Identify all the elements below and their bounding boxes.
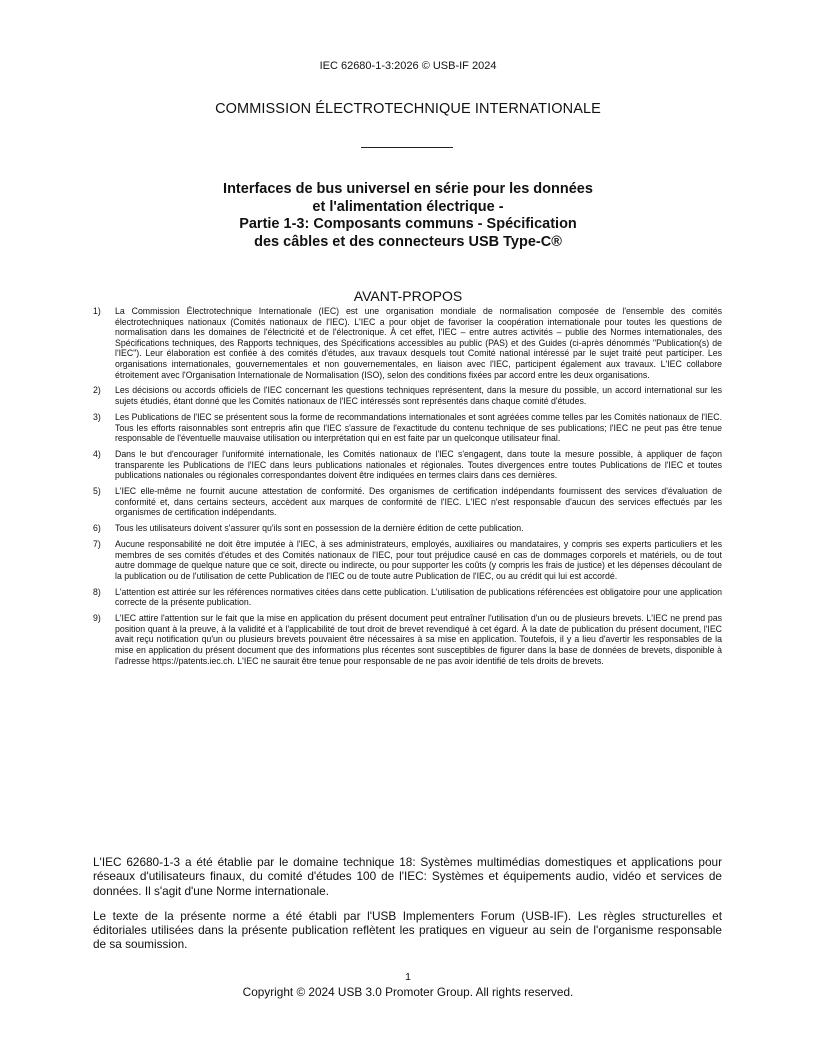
list-item <box>93 613 722 666</box>
title-line: Interfaces de bus universel en série pour les données <box>223 181 593 197</box>
commission-name: COMMISSION ÉLECTROTECHNIQUE INTERNATIONALE <box>215 101 601 117</box>
list-item-number: 9) <box>93 613 101 624</box>
list-item <box>93 486 722 518</box>
title-divider <box>361 147 453 148</box>
page-number: 1 <box>405 971 411 983</box>
list-item-text: L'attention est attirée sur les références normatives citées dans cette publication. L'utilisation de publications référencées est obligatoire pour une application correcte de la présente publication. <box>115 586 722 608</box>
list-item-text: L'IEC elle-même ne fournit aucune attestation de conformité. Des organismes de certification indépendants fournissent des services d'évaluation de conformité et, dans certains secteurs, accèdent aux marques de conformité de l'IEC. L'IEC n'est responsable d'aucun des services effectués par les organismes de certification indépendants. <box>115 486 722 518</box>
body-paragraph: L'IEC 62680-1-3 a été établie par le domaine technique 18: Systèmes multimédias domestiques et applications pour réseaux d'utilisateurs finaux, du comité d'études 100 de l'IEC: Systèmes et équipements audio, vidéo et services de données. Il s'agit d'une Norme internationale. <box>93 855 722 898</box>
list-item <box>93 412 722 444</box>
list-item-number: 3) <box>93 411 101 422</box>
list-item-number: 1) <box>93 306 101 316</box>
title-line: des câbles et des connecteurs USB Type-C® <box>254 233 562 250</box>
body-paragraph: Le texte de la présente norme a été établi par l'USB Implementers Forum (USB-IF). Les règles structurelles et éditoriales utilisées dans la présente publication reflètent les pratiques en vigueur au sein de l'organisme responsable de sa soumission. <box>93 908 722 952</box>
list-item-text: Tous les utilisateurs doivent s'assurer qu'ils sont en possession de la dernière édition de cette publication. <box>115 523 524 534</box>
section-heading: AVANT-PROPOS <box>353 288 463 304</box>
list-item-number: 4) <box>93 449 101 460</box>
document-reference: IEC 62680-1-3:2026 © USB-IF 2024 <box>319 60 497 72</box>
list-item-number: 2) <box>93 385 101 396</box>
list-item-text: Les Publications de l'IEC se présentent sous la forme de recommandations internationales et sont agréées comme telles par les Comités nationaux de l'IEC. Tous les efforts raisonnables sont entrepris afin que l'IEC s'assure de l'exactitude du contenu technique de ses publications; l'IEC ne peut pas être tenue responsable de l'éventuelle mauvaise utilisation ou interprétation qui en est faite par un quelconque utilisateur final. <box>115 411 722 444</box>
list-item-number: 5) <box>93 486 101 497</box>
foreword-list <box>93 306 722 671</box>
list-item-text: Les décisions ou accords officiels de l'IEC concernant les questions techniques représentent, dans la mesure du possible, un accord international sur les sujets étudiés, étant donné que les Comités nationaux de l'IEC intéressés sont représentés dans chaque comité d'études. <box>115 385 722 407</box>
list-item-number: 6) <box>93 523 101 534</box>
list-item-number: 7) <box>93 539 101 550</box>
document-title <box>0 181 816 251</box>
list-item-text: L'IEC attire l'attention sur le fait que la mise en application du présent document peut entraîner l'utilisation d'un ou de plusieurs brevets. L'IEC ne prend pas position quant à la preuve, à la validité et à l'applicabilité de tout droit de brevet revendiqué à cet égard. À la date de publication du présent document, l'IEC avait reçu notification qu'un ou plusieurs brevets pouvaient être nécessaires à sa mise en application. Toutefois, il y a lieu d'avertir les responsables de la mise en application du présent document que des informations plus récentes sont susceptibles de figurer dans la base de données de brevets, disponible à l'adresse https://patents.iec.ch. L'IEC ne saurait être tenue pour responsable de ne pas avoir identifié de tels droits de brevets. <box>115 613 722 666</box>
list-item <box>93 306 722 380</box>
list-item-text: La Commission Électrotechnique Internationale (IEC) est une organisation mondiale de normalisation composée de l'ensemble des comités électrotechniques nationaux (Comités nationaux de l'IEC). L'IEC a pour objet de favoriser la coopération internationale pour toutes les questions de normalisation dans les domaines de l'électricité et de l'électronique. À cet effet, l'IEC – entre autres activités – publie des Normes internationales, des Spécifications techniques, des Rapports techniques, des Spécifications accessibles au public (PAS) et des Guides (ci-après dénommés "Publication(s) de l'IEC"). Leur élaboration est confiée à des comités d'études, aux travaux desquels tout Comité national intéressé par le sujet traité peut participer. Les organisations internationales, gouvernementales et non gouvernementales, en liaison avec l'IEC, participent également aux travaux. L'IEC collabore étroitement avec l'Organisation Internationale de Normalisation (ISO), selon des conditions fixées par accord entre les deux organisations. <box>115 306 722 380</box>
list-item <box>93 539 722 581</box>
list-item <box>93 385 722 406</box>
body-paragraphs <box>93 855 722 963</box>
list-item <box>93 587 722 608</box>
list-item-text: Aucune responsabilité ne doit être imputée à l'IEC, à ses administrateurs, employés, auxiliaires ou mandataires, y compris ses experts particuliers et les membres de ses comités d'études et des Comités nationaux de l'IEC, pour tout préjudice causé en cas de dommages corporels et matériels, ou de tout autre dommage de quelque nature que ce soit, directe ou indirecte, ou pour supporter les coûts (y compris les frais de justice) et les dépenses découlant de la publication ou de l'utilisation de cette Publication de l'IEC ou de toute autre Publication de l'IEC, ou au crédit qui lui est accordé. <box>115 539 722 581</box>
list-item <box>93 449 722 481</box>
title-line: et l'alimentation électrique - <box>312 198 504 215</box>
list-item-text: Dans le but d'encourager l'uniformité internationale, les Comités nationaux de l'IEC s'engagent, dans toute la mesure possible, à appliquer de façon transparente les Publications de l'IEC dans leurs publications nationales et régionales. Toutes divergences entre toutes Publications de l'IEC et toutes publications nationales ou régionales correspondantes doivent être indiquées en termes clairs dans ces dernières. <box>115 449 722 481</box>
copyright-notice: Copyright © 2024 USB 3.0 Promoter Group. All rights reserved. <box>242 985 574 999</box>
list-item <box>93 523 722 534</box>
title-line: Partie 1-3: Composants communs - Spécification <box>239 216 577 232</box>
list-item-number: 8) <box>93 586 101 597</box>
